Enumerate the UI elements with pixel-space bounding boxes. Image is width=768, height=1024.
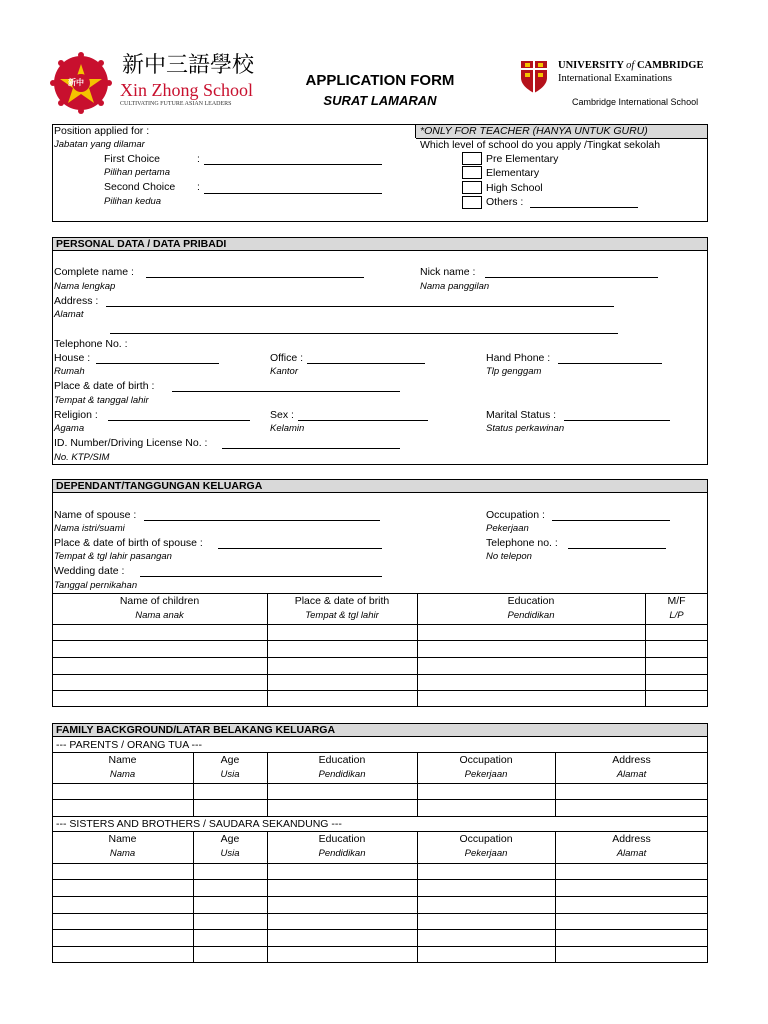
level-others: Others : <box>486 196 524 208</box>
table-row[interactable] <box>52 863 708 864</box>
spouse-birth-label: Place & date of birth of spouse : <box>54 537 203 549</box>
family-header: FAMILY BACKGROUND/LATAR BELAKANG KELUARGA <box>52 723 708 737</box>
siblings-col-age-id: Usia <box>220 848 240 859</box>
col-children-name-id: Nama anak <box>135 610 184 621</box>
col-children-birth: Place & date of brith <box>294 595 390 607</box>
teacher-header: *ONLY FOR TEACHER (HANYA UNTUK GURU) <box>420 125 648 137</box>
table-row[interactable] <box>52 946 708 947</box>
siblings-col-address: Address <box>612 833 651 845</box>
col-children-name: Name of children <box>119 595 200 607</box>
col-children-mf-id: L/P <box>669 610 684 621</box>
id-number-label-id: No. KTP/SIM <box>54 452 110 463</box>
cambridge-shield-icon <box>520 60 548 94</box>
siblings-col-address-id: Alamat <box>616 848 647 859</box>
position-label-id: Jabatan yang dilamar <box>54 139 145 150</box>
teacher-question: Which level of school do you apply /Tingkat sekolah <box>420 139 661 151</box>
nick-name-label: Nick name : <box>420 266 476 278</box>
hand-phone-field[interactable] <box>558 363 662 364</box>
checkbox-high-school[interactable] <box>462 181 482 194</box>
marital-label-id: Status perkawinan <box>486 423 565 434</box>
cambridge-cambridge: CAMBRIDGE <box>636 60 704 71</box>
table-row[interactable] <box>52 640 708 641</box>
siblings-col-education: Education <box>318 833 366 845</box>
occupation-label-id: Pekerjaan <box>486 523 529 534</box>
spouse-birth-field[interactable] <box>218 548 382 549</box>
parents-col-age-id: Usia <box>220 769 240 780</box>
spouse-label-id: Nama istri/suami <box>54 523 125 534</box>
office-field[interactable] <box>307 363 425 364</box>
office-label: Office : <box>270 352 304 364</box>
first-choice-field[interactable] <box>204 164 382 165</box>
id-number-label: ID. Number/Driving License No. : <box>54 437 208 449</box>
house-label: House : <box>54 352 91 364</box>
siblings-col-name-id: Nama <box>109 848 136 859</box>
table-row[interactable] <box>52 690 708 691</box>
checkbox-elementary[interactable] <box>462 166 482 179</box>
address-label-id: Alamat <box>54 309 84 320</box>
marital-label: Marital Status : <box>486 409 557 421</box>
parents-col-address-id: Alamat <box>616 769 647 780</box>
id-number-field[interactable] <box>222 448 400 449</box>
siblings-subheader: --- SISTERS AND BROTHERS / SAUDARA SEKANDUNG --- <box>56 818 342 830</box>
parents-subheader: --- PARENTS / ORANG TUA --- <box>56 739 203 751</box>
second-choice-colon: : <box>197 181 200 193</box>
address-field-2[interactable] <box>110 333 618 334</box>
parents-col-age: Age <box>220 754 240 766</box>
hand-phone-label-id: Tlp genggam <box>486 366 542 377</box>
cambridge-line1 <box>558 60 703 72</box>
spouse-field[interactable] <box>144 520 380 521</box>
parents-col-education-id: Pendidikan <box>318 769 366 780</box>
office-label-id: Kantor <box>270 366 298 377</box>
table-row[interactable] <box>52 674 708 675</box>
dep-telephone-field[interactable] <box>568 548 666 549</box>
second-choice-label: Second Choice <box>104 181 176 193</box>
parents-col-occupation-id: Pekerjaan <box>464 769 508 780</box>
wedding-label-id: Tanggal pernikahan <box>54 580 138 591</box>
checkbox-others[interactable] <box>462 196 482 209</box>
religion-field[interactable] <box>108 420 250 421</box>
address-field-1[interactable] <box>106 306 614 307</box>
siblings-col-name: Name <box>108 833 137 845</box>
nick-name-field[interactable] <box>485 277 658 278</box>
checkbox-pre-elementary[interactable] <box>462 152 482 165</box>
table-row[interactable] <box>52 913 708 914</box>
house-label-id: Rumah <box>54 366 85 377</box>
nick-name-label-id: Nama panggilan <box>420 281 490 292</box>
parents-col-name-id: Nama <box>109 769 136 780</box>
personal-header: PERSONAL DATA / DATA PRIBADI <box>52 237 708 251</box>
col-children-birth-id: Tempat & tgl lahir <box>305 610 379 621</box>
complete-name-label: Complete name : <box>54 266 134 278</box>
second-choice-field[interactable] <box>204 193 382 194</box>
cambridge-university: UNIVERSITY <box>558 60 624 71</box>
cambridge-logo <box>520 56 710 116</box>
complete-name-label-id: Nama lengkap <box>54 281 116 292</box>
table-row[interactable] <box>52 929 708 930</box>
siblings-col-education-id: Pendidikan <box>318 848 366 859</box>
house-field[interactable] <box>96 363 219 364</box>
table-row[interactable] <box>52 624 708 625</box>
school-tagline: CULTIVATING FUTURE ASIAN LEADERS <box>120 101 232 107</box>
xin-zhong-logo <box>50 48 260 118</box>
birth-field[interactable] <box>172 391 400 392</box>
marital-field[interactable] <box>564 420 670 421</box>
dep-telephone-label: Telephone no. : <box>486 537 558 549</box>
first-choice-label: First Choice <box>104 153 161 165</box>
wedding-label: Wedding date : <box>54 565 125 577</box>
address-label: Address : <box>54 295 99 307</box>
sex-label: Sex : <box>270 409 294 421</box>
spouse-label: Name of spouse : <box>54 509 137 521</box>
first-choice-label-id: Pilihan pertama <box>104 167 171 178</box>
school-chinese-name: 新中三語學校 <box>122 53 255 78</box>
parents-col-address: Address <box>612 754 651 766</box>
sex-label-id: Kelamin <box>270 423 305 434</box>
parents-col-education: Education <box>318 754 366 766</box>
level-elementary: Elementary <box>486 167 540 179</box>
dependant-header: DEPENDANT/TANGGUNGAN KELUARGA <box>52 479 708 493</box>
telephone-label: Telephone No. : <box>54 338 128 350</box>
col-children-education-id: Pendidikan <box>507 610 555 621</box>
badge-text: 新中 <box>68 78 84 87</box>
spouse-birth-label-id: Tempat & tgl lahir pasangan <box>54 551 172 562</box>
religion-label: Religion : <box>54 409 98 421</box>
level-high-school: High School <box>486 182 543 194</box>
cambridge-of: of <box>626 60 635 71</box>
siblings-col-occupation: Occupation <box>459 833 513 845</box>
level-pre-elementary: Pre Elementary <box>486 153 559 165</box>
school-name: Xin Zhong School <box>120 80 253 100</box>
wedding-field[interactable] <box>140 576 382 577</box>
birth-label: Place & date of birth : <box>54 380 155 392</box>
occupation-field[interactable] <box>552 520 670 521</box>
siblings-col-age: Age <box>220 833 240 845</box>
birth-label-id: Tempat & tanggal lahir <box>54 395 149 406</box>
others-field[interactable] <box>530 207 638 208</box>
position-label: Position applied for : <box>54 125 150 137</box>
form-subtitle: SURAT LAMARAN <box>323 93 437 108</box>
table-row[interactable] <box>52 799 708 800</box>
cambridge-line3: Cambridge International School <box>572 97 699 107</box>
sex-field[interactable] <box>298 420 428 421</box>
table-row[interactable] <box>52 879 708 880</box>
religion-label-id: Agama <box>54 423 85 434</box>
form-title: APPLICATION FORM <box>305 72 455 89</box>
table-row[interactable] <box>52 783 708 784</box>
complete-name-field[interactable] <box>146 277 364 278</box>
col-children-education: Education <box>507 595 555 607</box>
siblings-col-occupation-id: Pekerjaan <box>464 848 508 859</box>
col-children-mf: M/F <box>667 595 686 607</box>
personal-section <box>52 237 708 465</box>
parents-col-occupation: Occupation <box>459 754 513 766</box>
first-choice-colon: : <box>197 153 200 165</box>
dep-telephone-label-id: No telepon <box>486 551 532 562</box>
parents-col-name: Name <box>108 754 137 766</box>
cambridge-line2: International Examinations <box>558 73 673 84</box>
second-choice-label-id: Pilihan kedua <box>104 196 162 207</box>
hand-phone-label: Hand Phone : <box>486 352 551 364</box>
table-row[interactable] <box>52 896 708 897</box>
occupation-label: Occupation : <box>486 509 545 521</box>
table-row[interactable] <box>52 657 708 658</box>
